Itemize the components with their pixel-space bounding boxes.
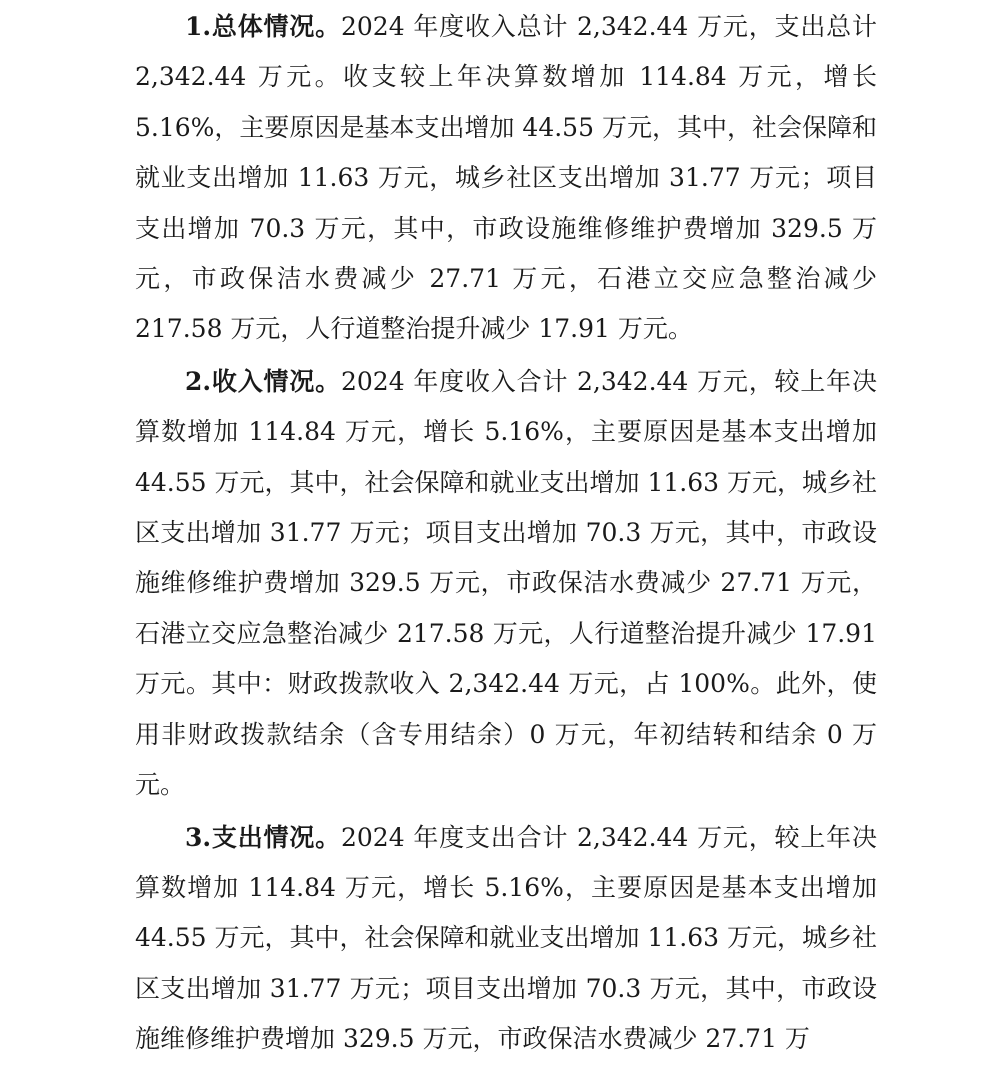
body-overall: 2024 年度收入总计 2,342.44 万元，支出总计 2,342.44 万元。收支较上年决算数增加 114.84 万元，增长 5.16%，主要原因是基本支出增加 44.55 万元，其中，社会保障和就业支出增加 11.63 万元，城乡社区支出增加 31.77 万元；项目支出增加 70.3 万元，其中，市政设施维修维护费增加 329.5 万元，市政保洁水费减少 27.71 万元，石港立交应急整治减少 217.58 万元，人行道整治提升减少 17.91 万元。 bbox=[135, 12, 877, 344]
paragraph-expenditure bbox=[135, 813, 877, 1065]
document-page bbox=[135, 2, 877, 1065]
body-expenditure: 2024 年度支出合计 2,342.44 万元，较上年决算数增加 114.84 万元，增长 5.16%，主要原因是基本支出增加 44.55 万元，其中，社会保障和就业支出增加 11.63 万元，城乡社区支出增加 31.77 万元；项目支出增加 70.3 万元，其中，市政设施维修维护费增加 329.5 万元，市政保洁水费减少 27.71 万 bbox=[135, 822, 877, 1054]
heading-overall: 1.总体情况。 bbox=[185, 12, 341, 41]
paragraph-income bbox=[135, 357, 877, 811]
body-income: 2024 年度收入合计 2,342.44 万元，较上年决算数增加 114.84 万元，增长 5.16%，主要原因是基本支出增加 44.55 万元，其中，社会保障和就业支出增加 11.63 万元，城乡社区支出增加 31.77 万元；项目支出增加 70.3 万元，其中，市政设施维修维护费增加 329.5 万元，市政保洁水费减少 27.71 万元，石港立交应急整治减少 217.58 万元，人行道整治提升减少 17.91 万元。其中：财政拨款收入 2,342.44 万元，占 100%。此外，使用非财政拨款结余（含专用结余）0 万元，年初结转和结余 0 万元。 bbox=[135, 366, 877, 800]
heading-expenditure: 3.支出情况。 bbox=[185, 822, 341, 852]
heading-income: 2.收入情况。 bbox=[185, 366, 341, 396]
paragraph-overall bbox=[135, 2, 877, 355]
